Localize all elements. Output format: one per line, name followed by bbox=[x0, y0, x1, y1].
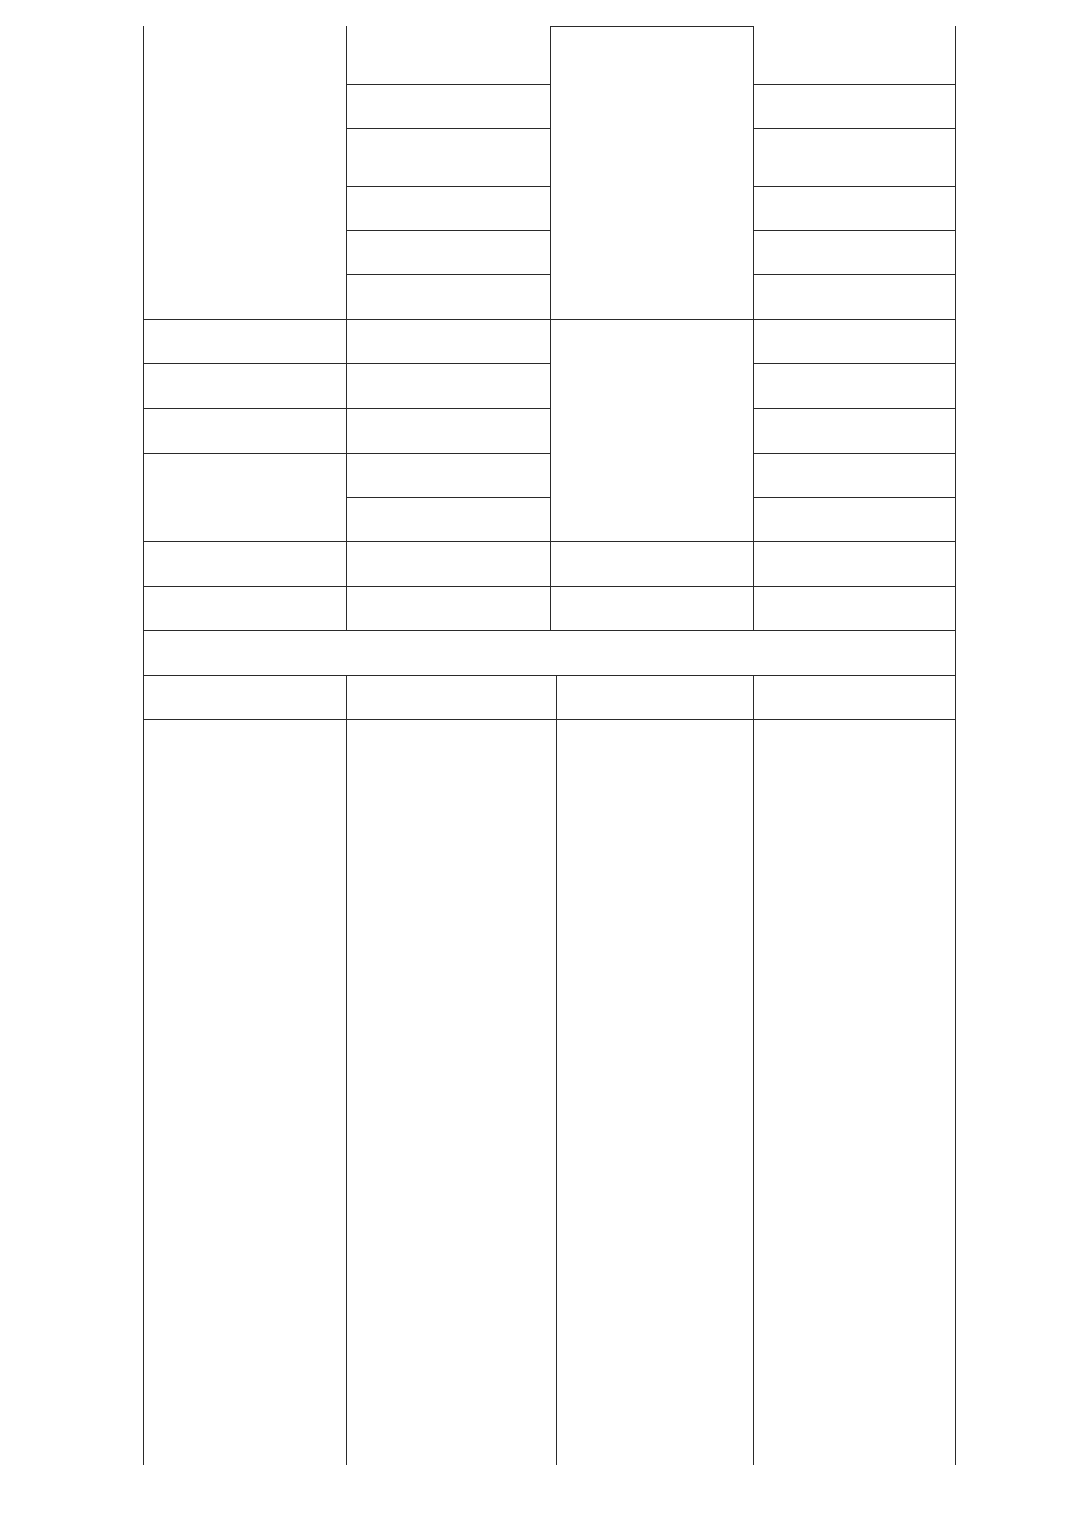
header-phone bbox=[556, 675, 753, 719]
grid-line bbox=[955, 26, 956, 630]
grid-line bbox=[346, 675, 347, 1465]
header-location bbox=[346, 675, 556, 719]
header-note bbox=[753, 675, 955, 719]
location-cell bbox=[346, 363, 550, 408]
grid-line bbox=[143, 719, 955, 720]
location-cell bbox=[346, 541, 550, 586]
grid-line bbox=[346, 186, 550, 187]
location-cell bbox=[346, 230, 550, 274]
site-name-cell bbox=[143, 453, 346, 541]
location-cell bbox=[346, 26, 550, 84]
grid-line bbox=[346, 497, 550, 498]
location-cell bbox=[346, 586, 550, 630]
grid-line bbox=[346, 128, 550, 129]
grid-line bbox=[550, 26, 753, 27]
grid-line bbox=[143, 675, 144, 1465]
location-cell bbox=[346, 408, 550, 453]
phone-cell bbox=[550, 319, 753, 541]
location-cell bbox=[346, 274, 550, 319]
site-name-cell bbox=[143, 408, 346, 453]
site-name-cell bbox=[143, 363, 346, 408]
site-name-cell bbox=[143, 586, 346, 630]
grid-line bbox=[346, 26, 347, 630]
phone-cell bbox=[550, 586, 753, 630]
grid-line bbox=[753, 84, 955, 85]
grid-line bbox=[143, 630, 144, 675]
grid-line bbox=[753, 274, 955, 275]
location-cell bbox=[346, 84, 550, 128]
location-cell bbox=[346, 128, 550, 186]
grid-line bbox=[955, 675, 956, 1465]
grid-line bbox=[143, 586, 955, 587]
grid-line bbox=[143, 630, 955, 631]
grid-line bbox=[753, 26, 754, 630]
grid-line bbox=[346, 230, 550, 231]
grid-line bbox=[753, 186, 955, 187]
location-cell bbox=[346, 453, 550, 497]
grid-line bbox=[753, 363, 955, 364]
grid-line bbox=[955, 630, 956, 675]
grid-line bbox=[550, 26, 551, 630]
site-name-cell bbox=[143, 541, 346, 586]
grid-line bbox=[556, 675, 557, 1465]
grid-line bbox=[143, 675, 955, 676]
grid-line bbox=[753, 128, 955, 129]
location-cell bbox=[346, 319, 550, 363]
grid-line bbox=[346, 274, 550, 275]
grid-line bbox=[753, 453, 955, 454]
phone-cell bbox=[550, 541, 753, 586]
grid-line bbox=[753, 230, 955, 231]
grid-line bbox=[143, 541, 955, 542]
location-cell bbox=[346, 497, 550, 541]
location-cell bbox=[346, 186, 550, 230]
site-name-cell bbox=[143, 319, 346, 363]
section-title bbox=[143, 630, 955, 675]
grid-line bbox=[753, 408, 955, 409]
grid-line bbox=[753, 497, 955, 498]
note-cell bbox=[753, 586, 955, 630]
grid-line bbox=[143, 319, 955, 320]
grid-line bbox=[346, 84, 550, 85]
grid-line bbox=[753, 675, 754, 1465]
grid-line bbox=[143, 26, 144, 630]
header-name bbox=[143, 675, 346, 719]
